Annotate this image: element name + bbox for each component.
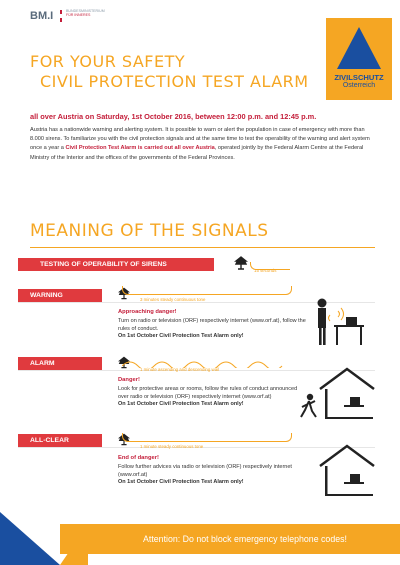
intro-part2: , operated jointly by the Federal Alarm Centre at the Federal Ministry of the Interior and the offices of the governments of the Federal Provinces.: [30, 145, 364, 161]
house-icon: [300, 442, 375, 500]
zivilschutz-name: ZIVILSCHUTZ: [334, 73, 384, 82]
signal-only-note: On 1st October Civil Protection Test Alarm only!: [118, 333, 244, 340]
footer: [0, 512, 400, 565]
meaning-divider: [30, 247, 375, 248]
test-label: TESTING OF OPERABILITY OF SIRENS: [18, 258, 214, 271]
header: [0, 0, 400, 110]
signal-text-body: Follow further advices via radio or television (ORF) respectively internet (www.orf.at): [118, 464, 292, 478]
signal-label-warning: WARNING: [18, 289, 102, 302]
signal-heading: End of danger!: [118, 455, 159, 461]
signal-label-all-clear: ALL-CLEAR: [18, 434, 102, 447]
signal-heading: Danger!: [118, 377, 140, 383]
signal-only-note: On 1st October Civil Protection Test Alarm only!: [118, 479, 244, 486]
footer-warning-text: Attention: Do not block emergency telephone codes!: [143, 534, 347, 544]
lead-date: all over Austria on Saturday, 1st October 2016, between 12:00 p.m. and 12:45 p.m.: [30, 112, 317, 121]
signal-text: [118, 464, 308, 487]
intro-part1: Austria has a nationwide warning and alerting system. It is possible to warn or alert the population in case of emergency with more than 8.000 sirens. To familiarize you with the civil protection signals and at the same time to test the operability of the warning and alert system once a year a: [30, 127, 370, 152]
tone-label: 1 minute steady continuous tone: [140, 444, 204, 449]
austrian-flag-icon: [60, 10, 62, 22]
signal-only-note: On 1st October Civil Protection Test Alarm only!: [118, 401, 244, 408]
intro-paragraph: [30, 126, 375, 163]
signal-text: [118, 318, 308, 341]
intro-highlight: Civil Protection Test Alarm is carried out all over Austria: [65, 145, 215, 152]
ministry-logo: BM.I: [30, 10, 54, 22]
signal-text-body: Turn on radio or television (ORF) respectively internet (www.orf.at), follow the rules of conduct.: [118, 318, 306, 332]
meaning-title: MEANING OF THE SIGNALS: [30, 221, 269, 241]
ministry-sub-line2: FÜR INNERES: [66, 13, 91, 18]
tone-label: 3 minutes steady continuous tone: [140, 297, 206, 302]
zivilschutz-logo: [326, 18, 392, 100]
house-shelter-icon: [300, 365, 375, 423]
test-duration: 15 seconds: [254, 268, 277, 273]
ministry-subtitle: [66, 9, 146, 18]
siren-icon: [234, 256, 248, 270]
title-line1: FOR YOUR SAFETY: [30, 52, 186, 71]
title-line2: CIVIL PROTECTION TEST ALARM: [40, 72, 309, 91]
tone-label: 1 minute ascending and descending wail: [140, 367, 220, 372]
zivilschutz-sub: Österreich: [342, 82, 376, 89]
radio-listener-icon: [300, 295, 370, 350]
tone-bracket: [122, 286, 292, 295]
civil-protection-triangle-icon: [0, 512, 90, 565]
signal-label-alarm: ALARM: [18, 357, 102, 370]
signal-text: [118, 386, 308, 409]
civil-protection-triangle-icon: [335, 25, 383, 71]
tone-bracket: [122, 433, 292, 442]
signal-text-body: Look for protective areas or rooms, follow the rules of conduct announced over radio or television (ORF) respectively internet (www.orf.at): [118, 386, 298, 400]
ministry-sub-line1: BUNDESMINISTERIUM: [66, 9, 105, 13]
signal-heading: Approaching danger!: [118, 309, 177, 315]
